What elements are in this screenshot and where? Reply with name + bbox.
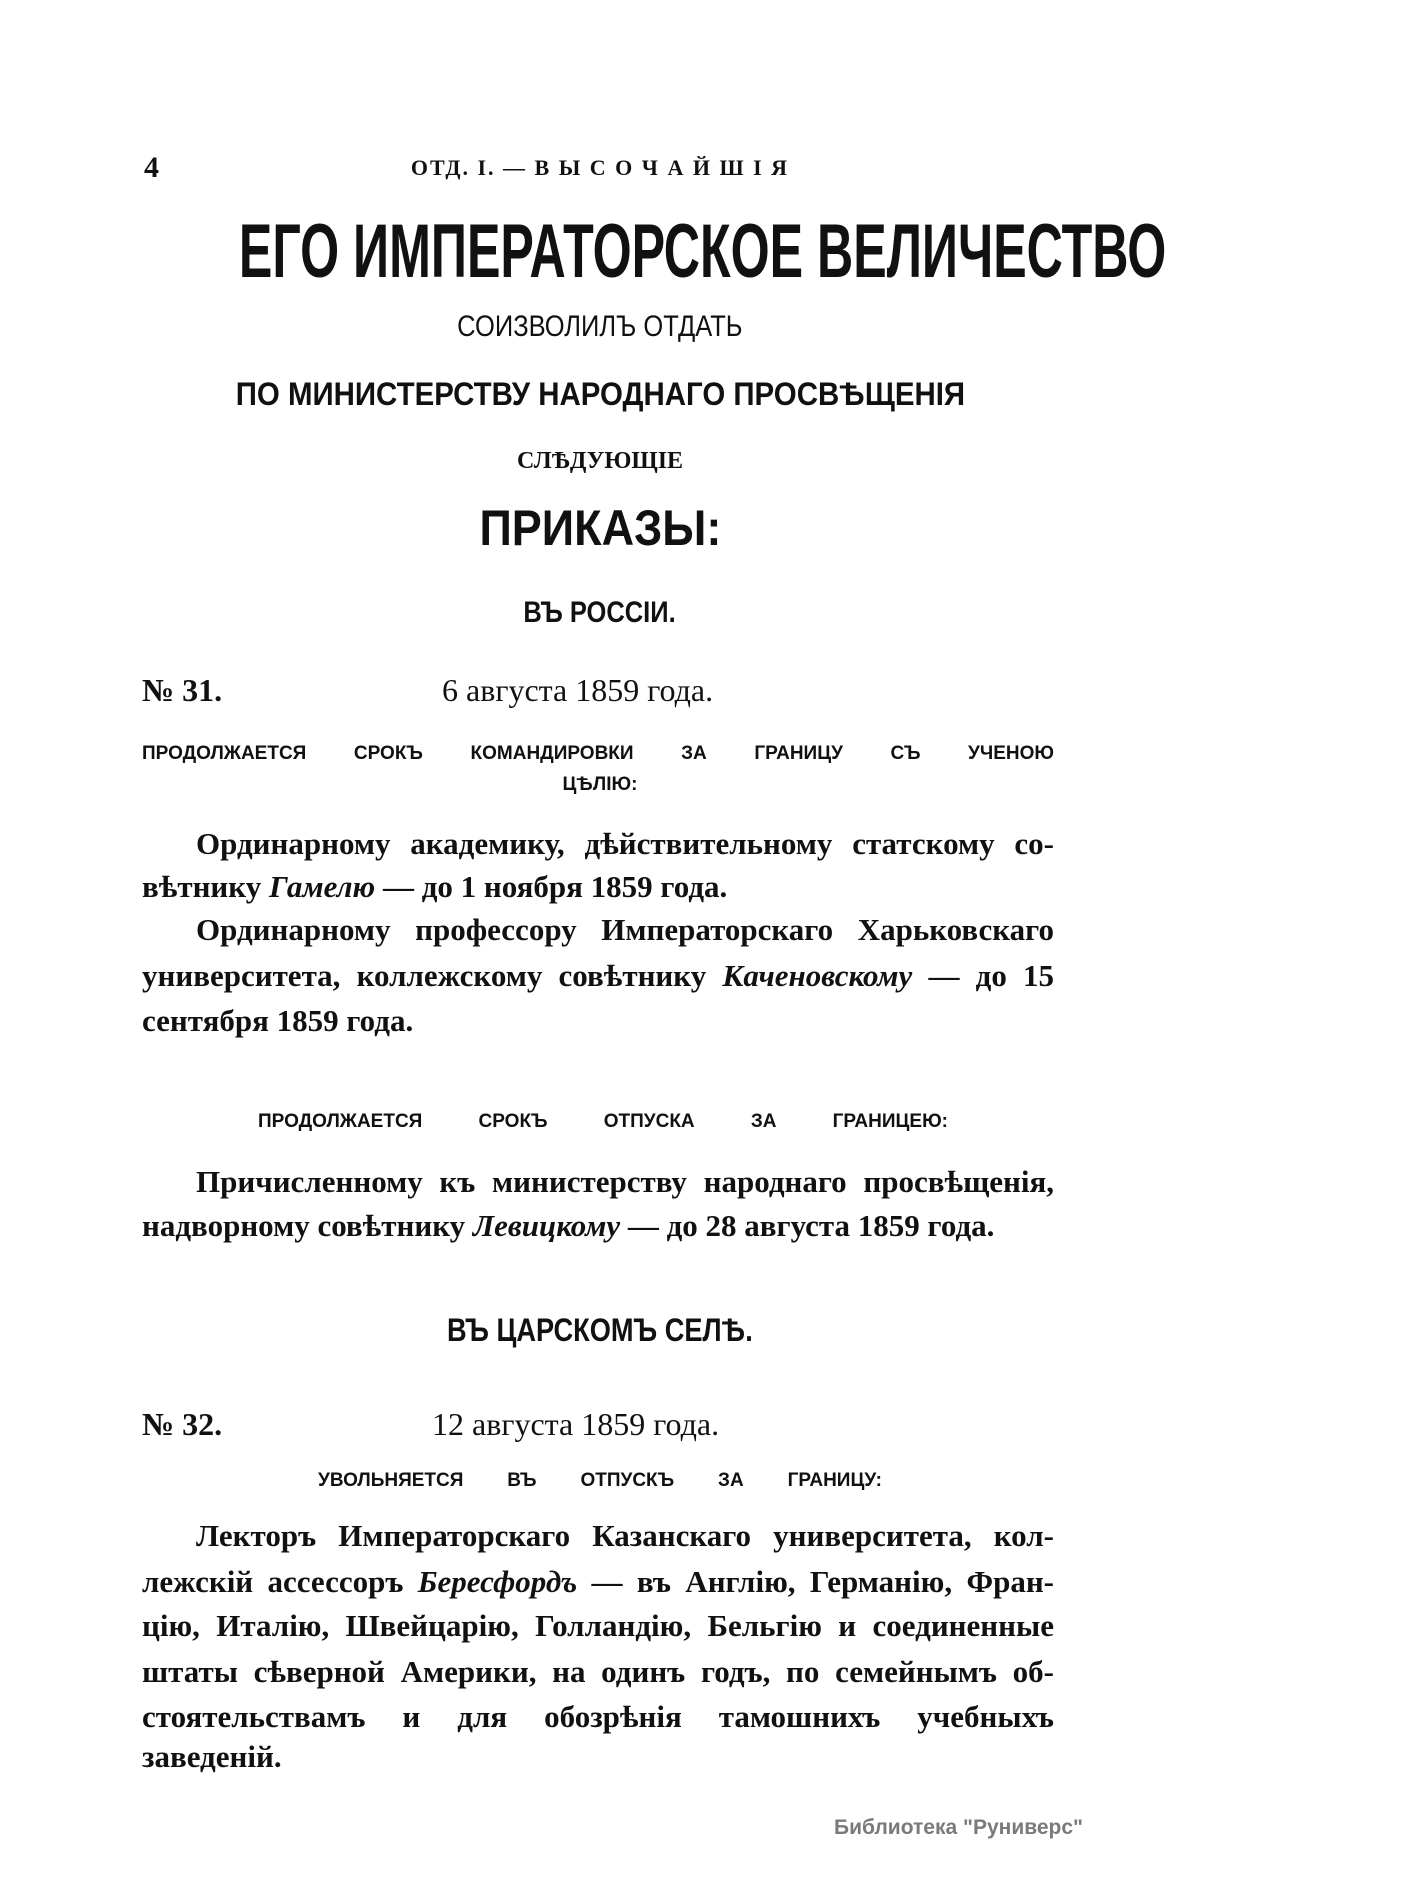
paragraph-line: Ординарному профессору Императорскаго Харьковскаго — [196, 912, 1054, 947]
title-orders: ПРИКАЗЫ: — [479, 500, 721, 556]
text: — до 28 августа 1859 года. — [620, 1208, 995, 1243]
paragraph-line: Ординарному академику, дѣйствительному статскому со- — [196, 826, 1054, 861]
title-line-3: ПО МИНИСТЕРСТВУ НАРОДНАГО ПРОСВѢЩЕНІЯ — [235, 376, 965, 412]
paragraph-line: цію, Италію, Швейцарію, Голландію, Бельгію и соединенные — [142, 1608, 1054, 1643]
text: — въ Англію, Германію, Фран- — [577, 1564, 1055, 1599]
title-line-2: СОИЗВОЛИЛЪ ОТДАТЬ — [457, 310, 743, 343]
paragraph-line — [142, 867, 727, 907]
order-heading: ПРОДОЛЖАЕТСЯ СРОКЪ ОТПУСКА ЗА ГРАНИЦЕЮ: — [258, 1111, 948, 1132]
paragraph-line — [142, 1206, 994, 1246]
paragraph-line — [142, 956, 1054, 996]
paragraph-line: Причисленному къ министерству народнаго просвѣщенія, — [196, 1164, 1054, 1199]
page-title: ЕГО ИМПЕРАТОРСКОЕ ВЕЛИЧЕСТВО — [238, 209, 1167, 294]
text: университета, коллежскому совѣтнику — [142, 958, 723, 993]
page-number: 4 — [144, 151, 159, 184]
person-name: Бересфордъ — [417, 1564, 578, 1599]
order-heading-cont: ЦѢЛІЮ: — [562, 774, 638, 795]
text: — до 1 ноября 1859 года. — [375, 869, 728, 904]
section-place-2: ВЪ ЦАРСКОМЪ СЕЛѢ. — [447, 1312, 753, 1348]
person-name: Гамелю — [268, 869, 376, 904]
running-title: ОТД. I. — В Ы С О Ч А Й Ш І Я — [410, 155, 790, 180]
paragraph-line: сентября 1859 года. — [142, 1003, 414, 1038]
order-number-31: № 31. — [142, 672, 223, 708]
library-watermark: Библиотека "Руниверс" — [834, 1816, 1084, 1839]
text: лежскій ассессоръ — [142, 1564, 418, 1599]
text: — до 15 — [912, 958, 1054, 993]
order-date-32: 12 августа 1859 года. — [432, 1406, 720, 1442]
person-name: Левицкому — [472, 1208, 621, 1243]
section-place-1: ВЪ РОССІИ. — [523, 596, 677, 629]
order-heading: УВОЛЬНЯЕТСЯ ВЪ ОТПУСКЪ ЗА ГРАНИЦУ: — [318, 1470, 882, 1491]
order-number-32: № 32. — [142, 1406, 223, 1442]
paragraph-line: штаты сѣверной Америки, на одинъ годъ, по семейнымъ об- — [142, 1654, 1054, 1689]
paragraph-line: стоятельствамъ и для обозрѣнія тамошнихъ учебныхъ заведеній. — [142, 1699, 1054, 1774]
order-heading: ПРОДОЛЖАЕТСЯ СРОКЪ КОМАНДИРОВКИ ЗА ГРАНИЦУ СЪ УЧЕНОЮ — [142, 743, 1054, 764]
text: надворному совѣтнику — [142, 1208, 473, 1243]
text: вѣтнику — [142, 869, 269, 904]
order-date-31: 6 августа 1859 года. — [442, 672, 714, 708]
title-line-4: СЛѢДУЮЩІЕ — [516, 448, 684, 474]
paragraph-line — [142, 1562, 1054, 1602]
person-name: Каченовскому — [722, 958, 913, 993]
paragraph-line: Лекторъ Императорскаго Казанскаго университета, кол- — [196, 1518, 1054, 1553]
